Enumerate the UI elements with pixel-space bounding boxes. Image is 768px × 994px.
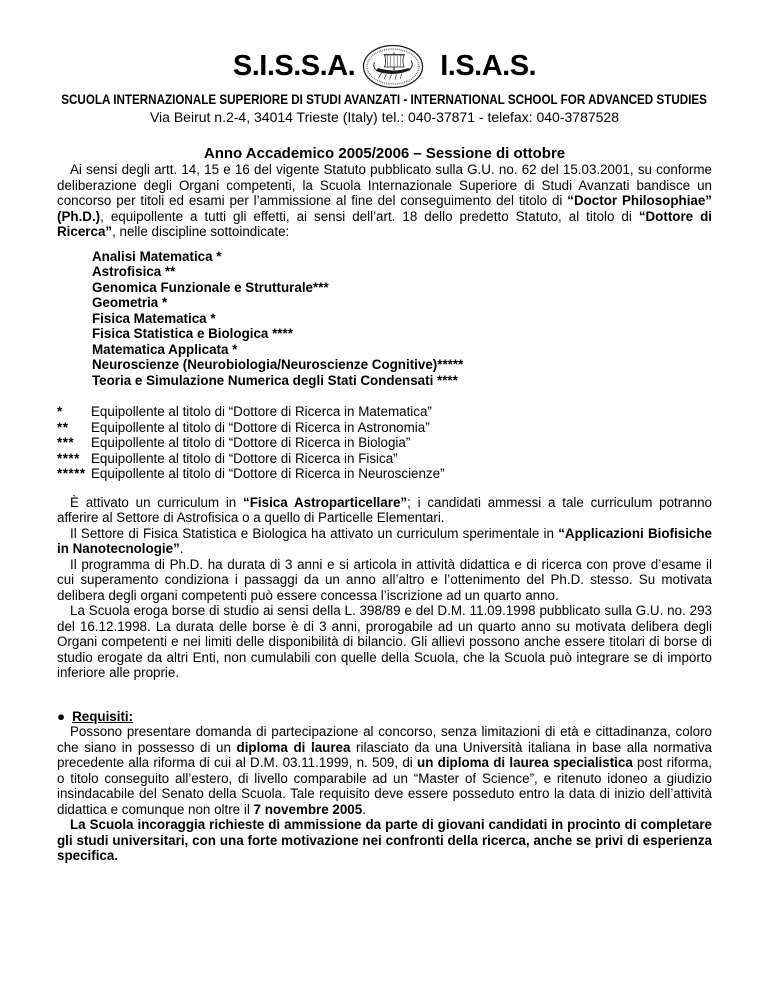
sissa-title: S.I.S.S.A.: [232, 50, 356, 82]
program-paragraph: Il programma di Ph.D. ha durata di 3 anni e si articola in attività didattica e di ricerca con prove d’esame il cui superamento condiziona i passaggi da un anno all’altro e l’ottenimento del Ph.D. stesso. Su motivata delibera degli organi competenti può essere concessa l’iscrizione ad un quarto anno.: [57, 556, 712, 603]
encouragement-paragraph: La Scuola incoraggia richieste di ammissione da parte di giovani candidati in procinto di completare gli studi universitari, con una forte motivazione nei confronti della ricerca, anche se privi di esperienza specifica.: [57, 817, 712, 863]
disciplines-list: [57, 249, 712, 389]
intro-paragraph: Ai sensi degli artt. 14, 15 e 16 del vigente Statuto pubblicato sulla G.U. no. 62 del 15.03.2001, su conforme deliberazione degli Organi competenti, la Scuola Internazionale Superiore di Studi Avanzati bandisce un concorso per titoli ed esami per l’ammissione al fine del conseguimento del titolo di “Doctor Philosophiae” (Ph.D.), equipollente a tutti gli effetti, ai sensi dell’art. 18 dello predetto Statuto, al titolo di “Dottore di Ricerca”, nelle discipline sottoindicate:: [57, 162, 713, 239]
footnote-row: [57, 420, 712, 436]
header: [57, 44, 712, 89]
footnote-marker: **: [57, 419, 69, 435]
footnote-row: [57, 451, 712, 467]
discipline-item: Astrofisica **: [92, 264, 176, 279]
address-line: Via Beirut n.2-4, 34014 Trieste (Italy) tel.: 040-37871 - telefax: 040-3787528: [149, 109, 620, 125]
footnote-marker: ***: [57, 435, 75, 450]
school-name-line: SCUOLA INTERNAZIONALE SUPERIORE DI STUDI AVANZATI - INTERNATIONAL SCHOOL FOR ADVANCED STUDIES: [61, 92, 708, 107]
footnotes-block: [57, 404, 712, 482]
footnote-marker: *****: [57, 466, 86, 481]
requisiti-label: Requisiti:: [72, 708, 134, 724]
discipline-item: Neuroscienze (Neurobiologia/Neuroscienze Cognitive)*****: [92, 357, 464, 372]
scholarship-paragraph: La Scuola eroga borse di studio ai sensi della L. 398/89 e del D.M. 11.09.1998 pubblicato sulla G.U. no. 293 del 16.12.1998. La durata delle borse è di 3 anni, prorogabile ad un quarto anno su motivata delibera degli Organi competenti e nei limiti delle disponibilità di bilancio. Gli allievi possono anche essere titolari di borse di studio erogate da altri Enti, non cumulabili con quelle della Scuola, che la Scuola può integrare se di importo inferiore alle proprie.: [57, 603, 712, 680]
footnote-row: [57, 404, 712, 420]
footnote-text: Equipollente al titolo di “Dottore di Ricerca in Neuroscienze”: [91, 466, 445, 481]
footnote-text: Equipollente al titolo di “Dottore di Ricerca in Matematica”: [91, 404, 432, 419]
footnote-marker: *: [57, 404, 63, 419]
requirements-paragraph: Possono presentare domanda di partecipazione al concorso, senza limitazioni di età e cittadinanza, coloro che siano in possesso di un diploma di laurea rilasciato da una Università italiana in base alla normativa precedente alla riforma di cui al D.M. 03.11.1999, n. 509, di un diploma di laurea specialistica post riforma, o titolo conseguito all’estero, di livello comparabile ad un “Master of Science”, e ritenuto idoneo a giudizio insindacabile del Senato della Scuola. Tale requisito deve essere posseduto entro la data di inizio dell’attività didattica e comunque non oltre il 7 novembre 2005.: [57, 724, 712, 817]
bullet-icon: ●: [57, 708, 66, 724]
discipline-item: Geometria *: [92, 295, 168, 310]
footnote-marker: ****: [57, 450, 80, 466]
footnote-row: [57, 466, 712, 482]
discipline-item: Fisica Statistica e Biologica ****: [92, 326, 293, 341]
discipline-item: Analisi Matematica *: [92, 248, 222, 264]
footnote-text: Equipollente al titolo di “Dottore di Ricerca in Astronomia”: [91, 419, 430, 435]
curriculum-astroparticle-paragraph: È attivato un curriculum in “Fisica Astroparticellare”; i candidati ammessi a tale curriculum potranno afferire al Settore di Astrofisica o a quello di Particelle Elementari.: [57, 494, 712, 525]
curricula-block: [57, 495, 712, 557]
footnote-row: [57, 435, 712, 451]
footnote-text: Equipollente al titolo di “Dottore di Ricerca in Biologia”: [91, 435, 411, 450]
document-body: [57, 162, 712, 864]
discipline-item: Matematica Applicata *: [92, 341, 238, 357]
document-title: Anno Accademico 2005/2006 – Sessione di ottobre: [203, 145, 566, 162]
discipline-item: Genomica Funzionale e Strutturale***: [92, 279, 329, 295]
ship-seal-logo-icon: [362, 44, 424, 89]
footnote-text: Equipollente al titolo di “Dottore di Ricerca in Fisica”: [91, 450, 398, 466]
discipline-item: Teoria e Simulazione Numerica degli Stati Condensati ****: [92, 372, 458, 388]
discipline-item: Fisica Matematica *: [92, 310, 216, 326]
curriculum-nanotech-paragraph: Il Settore di Fisica Statistica e Biologica ha attivato un curriculum sperimentale in “Applicazioni Biofisiche in Nanotecnologie”.: [57, 525, 712, 556]
isas-title: I.S.A.S.: [440, 50, 537, 82]
requisiti-heading: [57, 709, 712, 725]
